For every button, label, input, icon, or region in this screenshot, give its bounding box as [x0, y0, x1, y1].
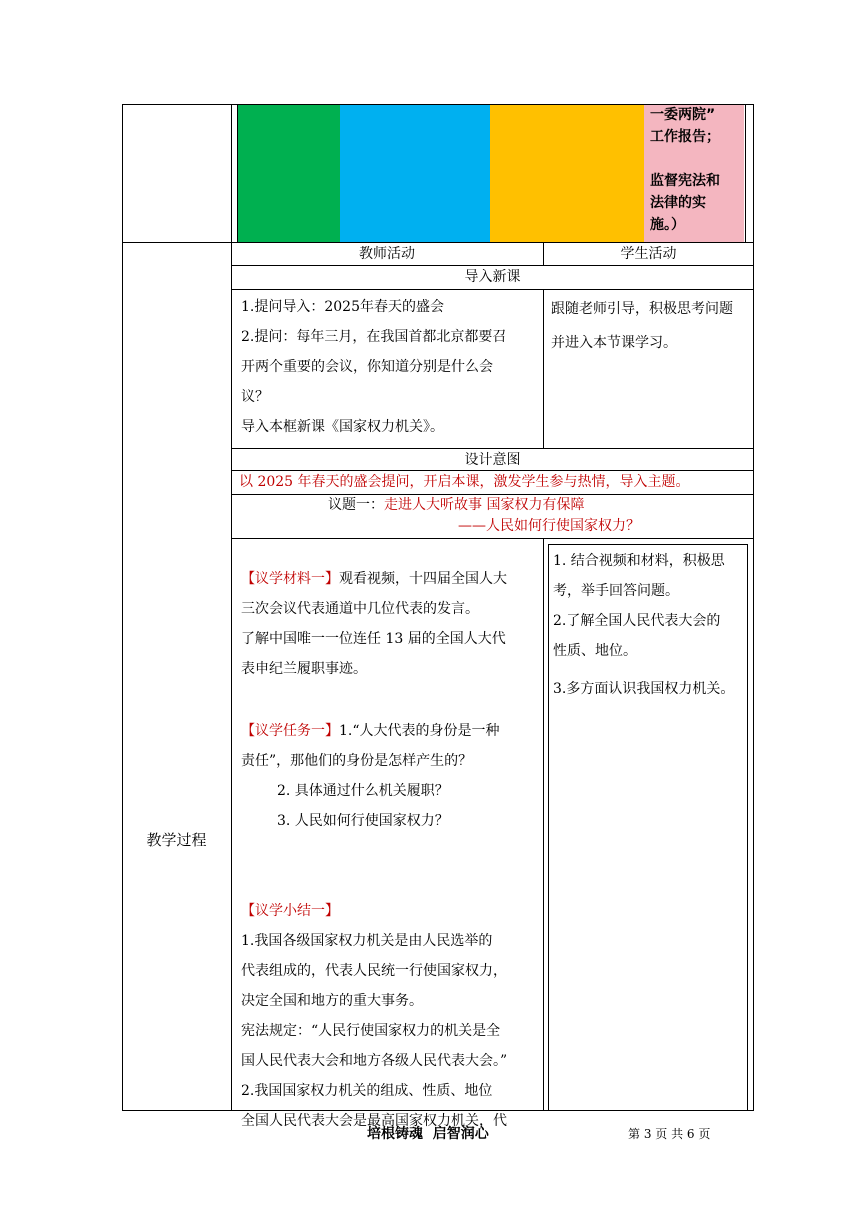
material-line: 表申纪兰履职事迹。	[241, 661, 367, 677]
intro-student-line: 并进入本节课学习。	[551, 335, 677, 351]
material-line: 三次会议代表通道中几位代表的发言。	[241, 601, 479, 617]
task-tag: 【议学任务一】	[241, 723, 339, 739]
header-teacher: 教师活动	[359, 246, 415, 262]
summary-line: 宪法规定：“人民行使国家权力的机关是全	[241, 1023, 501, 1039]
task-line: 责任”，那他们的身份是怎样产生的？	[241, 753, 473, 769]
left-column-label: 教学过程	[146, 831, 207, 849]
blue-block	[340, 104, 490, 242]
header-student: 学生活动	[620, 246, 677, 262]
task-indented-line: 3. 人民如何行使国家权力？	[277, 813, 449, 829]
summary-line: 1.我国各级国家权力机关是由人民选举的	[241, 933, 493, 949]
intro-teacher-line: 开两个重要的会议，你知道分别是什么会	[241, 359, 493, 375]
green-block	[238, 104, 340, 242]
pink-line: 法律的实	[650, 195, 706, 211]
pink-block-text	[650, 104, 746, 236]
pink-line: 一委两院”	[650, 107, 716, 123]
pink-line: 工作报告；	[650, 129, 720, 145]
top-panel	[122, 104, 754, 244]
material-tag: 【议学材料一】	[241, 571, 339, 587]
summary-tag: 【议学小结一】	[241, 903, 339, 919]
topic-one-prefix: 议题一：	[328, 497, 384, 513]
footer-slogan: 培根铸魂 启智润心	[367, 1126, 489, 1142]
pink-line: 监督宪法和	[650, 173, 720, 189]
summary-line: 2.我国国家权力机关的组成、性质、地位	[241, 1083, 493, 1099]
intro-teacher-line: 2.提问：每年三月，在我国首都北京都要召	[241, 329, 507, 345]
student-line: 3.多方面认识我国权力机关。	[553, 681, 735, 697]
pink-line	[650, 148, 746, 170]
student-line: 性质、地位。	[553, 643, 637, 659]
topic-one-student-text	[553, 546, 747, 704]
task-line: 【议学任务一】1.“人大代表的身份是一种	[241, 723, 500, 739]
intro-teacher-line: 议？	[241, 389, 269, 405]
design-intent-title: 设计意图	[464, 452, 521, 468]
orange-block	[490, 104, 644, 242]
topic-one-title-text: 走进人大听故事 国家权力有保障	[384, 497, 585, 513]
topic-one-subtitle: ——人民如何行使国家权力？	[458, 518, 640, 534]
section-intro-title: 导入新课	[464, 269, 521, 285]
footer-page-number: 第 3 页 共 6 页	[628, 1127, 711, 1141]
intro-student-line: 跟随老师引导，积极思考问题	[551, 301, 733, 317]
summary-line: 决定全国和地方的重大事务。	[241, 993, 423, 1009]
intro-teacher-line: 1.提问导入：2025年春天的盛会	[241, 299, 444, 315]
intro-student-text	[551, 292, 751, 360]
task-indented-line: 2. 具体通过什么机关履职？	[277, 783, 449, 799]
summary-line: 全国人民代表大会是最高国家权力机关，代	[241, 1113, 507, 1129]
design-intent-text: 以 2025 年春天的盛会提问，开启本课，激发学生参与热情，导入主题。	[239, 474, 690, 490]
summary-line: 代表组成的，代表人民统一行使国家权力，	[241, 963, 507, 979]
summary-line: 国人民代表大会和地方各级人民代表大会。”	[241, 1053, 508, 1069]
topic-one-teacher-text	[241, 564, 546, 1136]
pink-line: 施。）	[650, 217, 685, 233]
student-line: 1. 结合视频和材料，积极思	[553, 553, 725, 569]
material-line: 【议学材料一】观看视频，十四届全国人大	[241, 571, 507, 587]
topic-one-title	[231, 495, 754, 537]
intro-teacher-text	[241, 292, 541, 442]
student-line: 考，举手回答问题。	[553, 583, 679, 599]
material-line: 了解中国唯一一位连任 13 届的全国人大代	[241, 631, 506, 647]
student-line: 2.了解全国人民代表大会的	[553, 613, 721, 629]
intro-teacher-line: 导入本框新课《国家权力机关》。	[241, 419, 444, 435]
